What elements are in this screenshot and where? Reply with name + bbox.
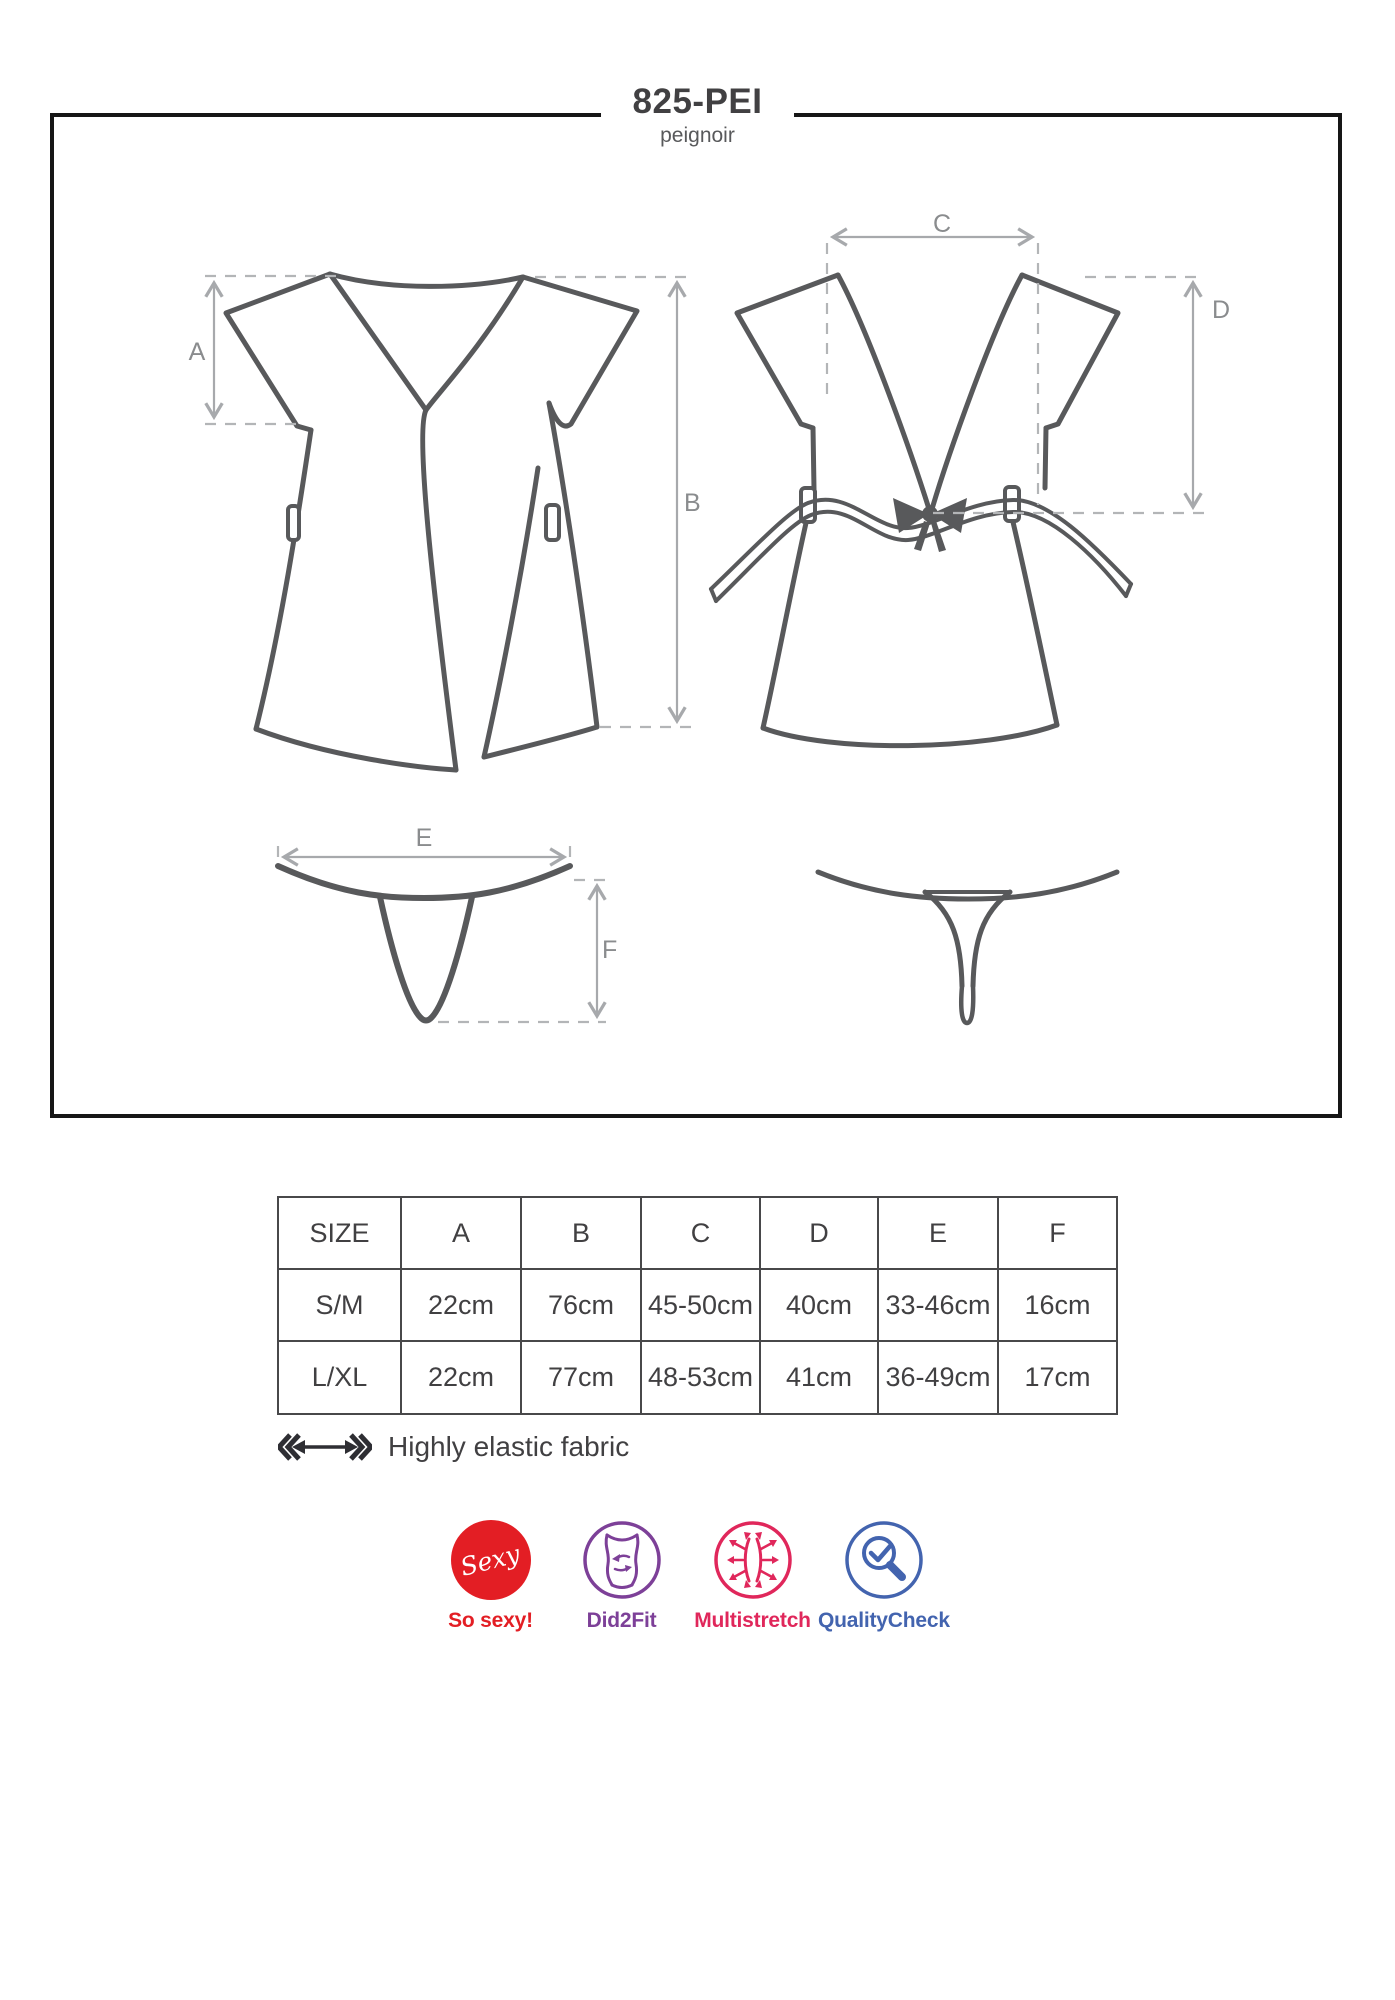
size-table-header-row — [278, 1197, 1117, 1269]
page-title: 825-PEI — [632, 82, 763, 121]
dimension-arrows — [214, 237, 1193, 1015]
dim-label-a: A — [188, 338, 206, 366]
size-table-cell: 17cm — [998, 1341, 1117, 1414]
badge-label: So sexy! — [448, 1609, 533, 1632]
size-table-cell: 77cm — [521, 1341, 641, 1414]
sexy-script-icon — [451, 1520, 531, 1600]
page-subtitle: peignoir — [660, 124, 735, 148]
dim-label-c: C — [932, 210, 952, 238]
dimension-labels — [189, 210, 1230, 964]
badge-label: Multistretch — [694, 1609, 811, 1632]
corset-fit-icon — [582, 1520, 662, 1600]
dim-label-d: D — [1212, 296, 1231, 324]
garment-diagram — [50, 113, 1342, 1118]
size-table-cell: 40cm — [760, 1269, 878, 1341]
double-arrow-stretch-icon — [278, 1432, 372, 1462]
badge-did2fit — [556, 1520, 687, 1633]
size-table-cell: 22cm — [401, 1341, 521, 1414]
panty-front-view — [278, 866, 570, 1021]
size-table-cell: 16cm — [998, 1269, 1117, 1341]
size-table-cell: 33-46cm — [878, 1269, 998, 1341]
size-table-cell: L/XL — [278, 1341, 401, 1414]
front-view — [226, 274, 637, 770]
title-block — [601, 82, 795, 148]
size-table-cell: 41cm — [760, 1341, 878, 1414]
size-table — [277, 1196, 1118, 1415]
size-table-header-cell: E — [878, 1197, 998, 1269]
thong-back-view — [818, 872, 1117, 1023]
elastic-fabric-note — [278, 1429, 629, 1465]
size-table-cell: 22cm — [401, 1269, 521, 1341]
size-table-header-cell: SIZE — [278, 1197, 401, 1269]
size-table-row-sm — [278, 1269, 1117, 1341]
dim-label-b: B — [684, 489, 701, 517]
belt-loop — [546, 505, 559, 540]
size-table-cell: S/M — [278, 1269, 401, 1341]
size-table-cell: 36-49cm — [878, 1341, 998, 1414]
badge-multistretch — [687, 1520, 818, 1633]
size-table-row-lxl — [278, 1341, 1117, 1414]
badge-qualitycheck — [818, 1520, 950, 1633]
back-view — [711, 275, 1131, 746]
dim-label-f: F — [602, 936, 618, 964]
magnifier-check-icon — [844, 1520, 924, 1600]
badge-label: Did2Fit — [586, 1609, 657, 1632]
size-table-header-cell: F — [998, 1197, 1117, 1269]
belt-loop — [288, 506, 299, 540]
size-table-header-cell: C — [641, 1197, 760, 1269]
size-table-cell: 48-53cm — [641, 1341, 760, 1414]
elastic-fabric-label: Highly elastic fabric — [388, 1431, 630, 1462]
bow-icon — [893, 498, 967, 552]
stretch-arrows-icon — [713, 1520, 793, 1600]
badge-so-sexy — [425, 1520, 556, 1633]
size-table-header-cell: A — [401, 1197, 521, 1269]
size-table-header-cell: B — [521, 1197, 641, 1269]
badge-label: QualityCheck — [818, 1609, 950, 1632]
feature-badges — [425, 1520, 949, 1633]
size-table-cell: 76cm — [521, 1269, 641, 1341]
size-table-cell: 45-50cm — [641, 1269, 760, 1341]
dim-label-e: E — [415, 824, 433, 852]
dimension-guides — [205, 243, 1205, 1022]
size-table-header-cell: D — [760, 1197, 878, 1269]
sexy-script-text: Sexy — [457, 1538, 524, 1582]
belt-loop — [1005, 487, 1019, 521]
